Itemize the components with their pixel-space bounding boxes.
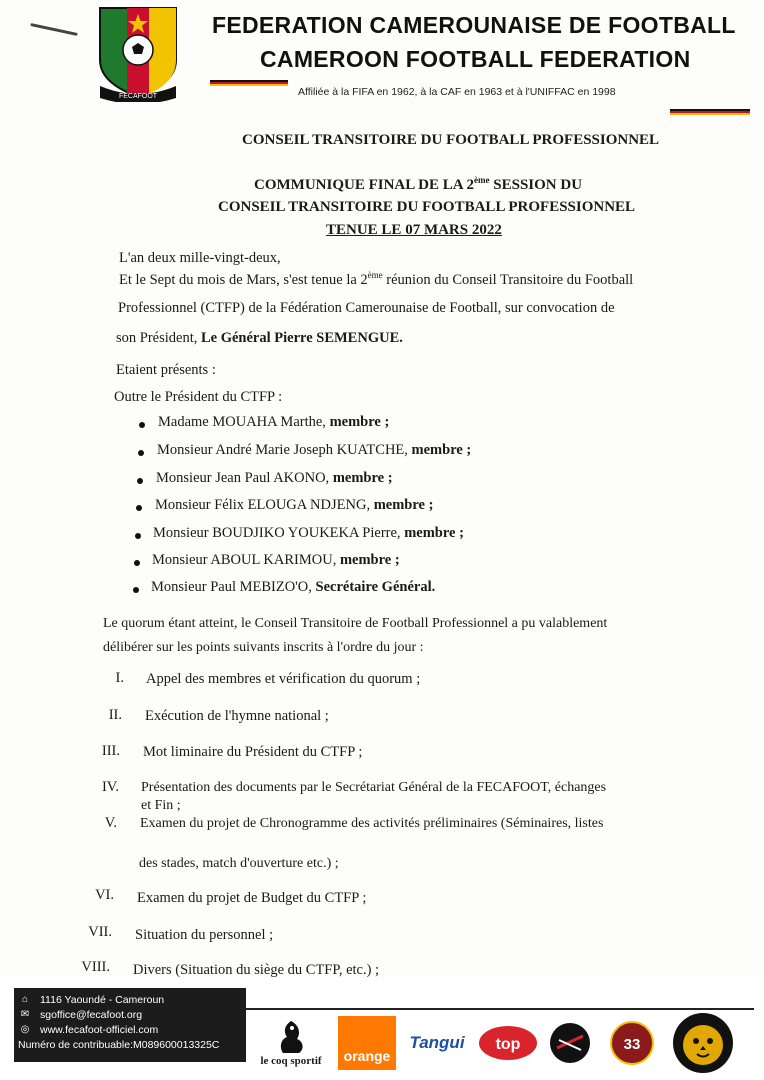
email-link[interactable]: sgoffice@fecafoot.org	[40, 1008, 143, 1021]
intro-line-1: L'an deux mille-vingt-deux,	[119, 250, 281, 266]
sponsor-orange-logo: orange	[338, 1016, 396, 1070]
header-title-en: CAMEROON FOOTBALL FEDERATION	[260, 46, 691, 72]
agenda-number: VIII.	[81, 959, 110, 975]
intro-line-2: Et le Sept du mois de Mars, s'est tenue la 2ème réunion du Conseil Transitoire du Football	[119, 270, 634, 288]
sponsor-dark-logo	[548, 1014, 592, 1072]
agenda-number: III.	[101, 743, 120, 759]
website-link[interactable]: www.fecafoot-officiel.com	[40, 1023, 159, 1036]
home-icon: ⌂	[21, 994, 29, 1005]
bullet	[138, 450, 144, 456]
address: 1116 Yaoundé - Cameroun	[40, 993, 165, 1006]
agenda-item: Situation du personnel ;	[135, 927, 274, 943]
agenda-number: I.	[115, 670, 124, 686]
scan-mark	[30, 23, 78, 36]
agenda-item: Appel des membres et vérification du quorum ;	[146, 671, 421, 687]
attendee-item: Monsieur BOUDJIKO YOUKEKA Pierre, membre ;	[153, 525, 464, 541]
bullet	[134, 560, 140, 566]
bullet	[137, 478, 143, 484]
33-export-icon	[609, 1020, 655, 1066]
crest-label: FECAFOOT	[118, 93, 158, 100]
brand-emblem-icon	[549, 1022, 591, 1064]
tax-id: Numéro de contribuable:M089600013325C	[18, 1038, 220, 1051]
intro-line-3: Professionnel (CTFP) de la Fédération Camerounaise de Football, sur convocation de	[118, 300, 615, 316]
globe-icon: ◎	[20, 1024, 30, 1035]
sponsor-lion-logo	[672, 1010, 734, 1076]
quorum-line-2: délibérer sur les points suivants inscrits à l'ordre du jour :	[103, 640, 424, 655]
agenda-item: Exécution de l'hymne national ;	[145, 708, 329, 724]
bullet	[133, 587, 139, 593]
agenda-number: II.	[108, 707, 122, 723]
svg-text:33: 33	[623, 1036, 641, 1053]
sponsor-33-logo	[606, 1014, 658, 1072]
contact-block	[14, 988, 246, 1062]
agenda-number: VII.	[88, 924, 112, 940]
agenda-item: Divers (Situation du siège du CTFP, etc.) ;	[133, 962, 380, 978]
meeting-date: TENUE LE 07 MARS 2022	[326, 222, 502, 238]
rooster-icon	[271, 1019, 311, 1055]
sponsor-top-logo	[476, 1014, 540, 1072]
agenda-item: Présentation des documents par le Secrétariat Général de la FECAFOOT, échanges	[141, 780, 607, 795]
agenda-item: Examen du projet de Chronogramme des activités préliminaires (Séminaires, listes	[140, 816, 604, 831]
attendee-item: Monsieur André Marie Joseph KUATCHE, membre ;	[157, 442, 472, 458]
agenda-number: IV.	[101, 779, 119, 795]
bullet	[135, 533, 141, 539]
council-title-2: CONSEIL TRANSITOIRE DU FOOTBALL PROFESSIONNEL	[218, 199, 636, 215]
bullet	[139, 422, 145, 428]
bullet	[136, 505, 142, 511]
fecafoot-crest-logo	[96, 6, 180, 102]
header-title-fr: FEDERATION CAMEROUNAISE DE FOOTBALL	[212, 12, 736, 38]
intro-line-4: son Président, Le Général Pierre SEMENGUE.	[116, 330, 403, 346]
top-logo-icon	[477, 1023, 539, 1063]
agenda-number: V.	[104, 815, 117, 831]
quorum-line-1: Le quorum étant atteint, le Conseil Transitoire de Football Professionnel a pu valablement	[103, 616, 608, 631]
attendee-item: Madame MOUAHA Marthe, membre ;	[158, 414, 390, 430]
attendee-item: Monsieur Félix ELOUGA NDJENG, membre ;	[155, 497, 434, 513]
affiliation-text: Affiliée à la FIFA en 1962, à la CAF en 1963 et à l'UNIFFAC en 1998	[298, 86, 616, 98]
attendee-item: Monsieur Paul MEBIZO'O, Secrétaire Général.	[151, 579, 436, 595]
council-title: CONSEIL TRANSITOIRE DU FOOTBALL PROFESSIONNEL	[242, 132, 660, 148]
attendee-item: Monsieur Jean Paul AKONO, membre ;	[156, 470, 393, 486]
flag-stripe-left	[210, 80, 288, 86]
attendee-item: Monsieur ABOUL KARIMOU, membre ;	[152, 552, 400, 568]
agenda-number: VI.	[95, 887, 114, 903]
mail-icon: ✉	[20, 1009, 30, 1020]
lion-head-icon	[672, 1012, 734, 1074]
president-name: Le Général Pierre SEMENGUE.	[200, 330, 403, 346]
flag-stripe-right	[670, 109, 750, 115]
sponsor-tangui-logo: Tangui	[409, 1033, 465, 1052]
svg-text:top: top	[495, 1036, 521, 1053]
present-label: Etaient présents :	[116, 362, 216, 378]
agenda-item: Mot liminaire du Président du CTFP ;	[143, 744, 363, 760]
agenda-item: Examen du projet de Budget du CTFP ;	[137, 890, 367, 906]
agenda-item-cont: et Fin ;	[141, 798, 181, 813]
agenda-item-cont: des stades, match d'ouverture etc.) ;	[139, 856, 339, 871]
besides-label: Outre le Président du CTFP :	[114, 389, 283, 405]
sponsor-lecoqsportif-logo: le coq sportif	[254, 1014, 328, 1072]
communique-title: COMMUNIQUE FINAL DE LA 2ème SESSION DU	[254, 175, 583, 193]
